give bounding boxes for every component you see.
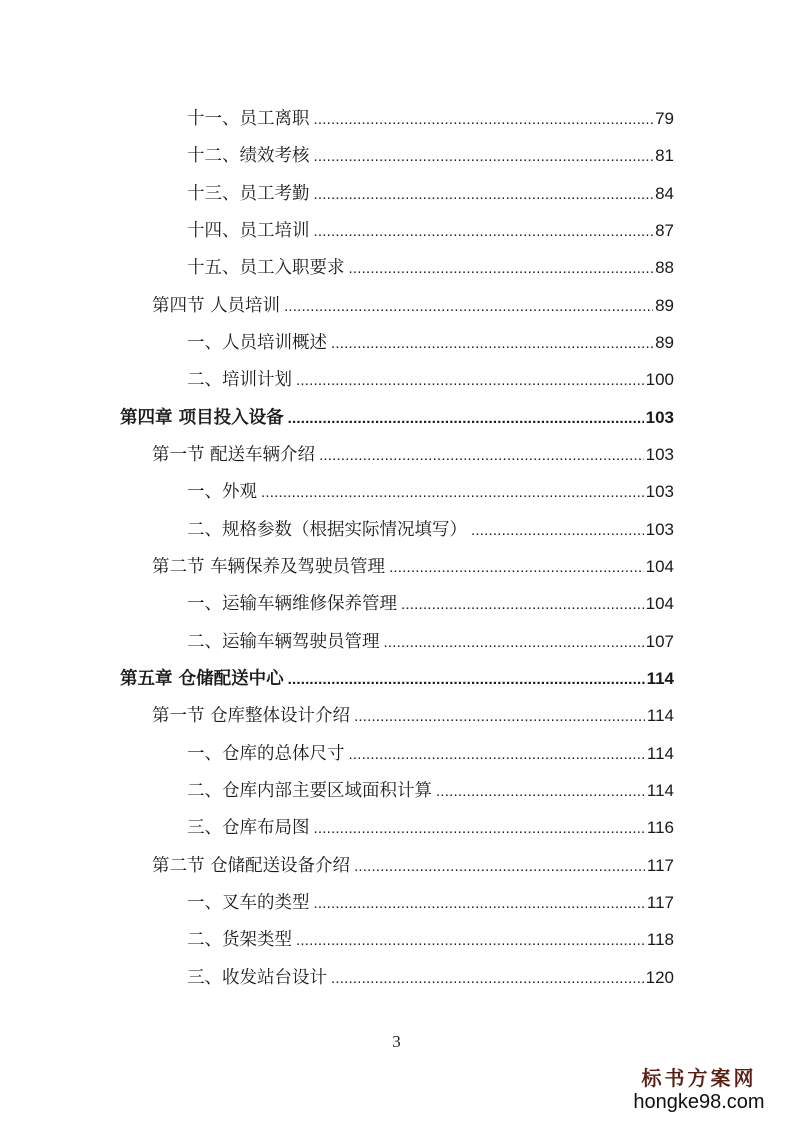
toc-entry[interactable] — [152, 293, 674, 319]
toc-entry-page: 116 — [646, 818, 674, 837]
toc-entry[interactable] — [187, 330, 674, 356]
dot-leader — [319, 444, 644, 468]
toc-entry-label: 第二节 仓储配送设备介绍 — [152, 856, 351, 876]
toc-entry-label: 二、货架类型 — [187, 930, 292, 950]
toc-entry[interactable] — [152, 853, 674, 879]
toc-entry-page: 117 — [646, 856, 674, 875]
toc-entry-label: 一、叉车的类型 — [187, 893, 310, 913]
dot-leader — [354, 705, 645, 729]
watermark-title: 标书方案网 — [641, 1066, 757, 1090]
dot-leader — [331, 967, 644, 991]
toc-entry-label: 三、收发站台设计 — [187, 968, 327, 988]
toc-entry-page: 104 — [645, 594, 674, 613]
toc-entry-page: 103 — [645, 445, 674, 464]
toc-entry-label: 二、运输车辆驾驶员管理 — [187, 632, 380, 652]
toc-entry-label: 第五章 仓储配送中心 — [120, 669, 284, 689]
toc-entry-label: 一、仓库的总体尺寸 — [187, 744, 345, 764]
dot-leader — [471, 519, 644, 543]
toc-entry[interactable] — [187, 181, 674, 207]
toc-entry[interactable] — [152, 554, 674, 580]
toc-entry-page: 104 — [645, 557, 674, 576]
toc-entry-page: 114 — [646, 669, 674, 688]
toc-entry-page: 89 — [655, 296, 674, 315]
toc-entry[interactable] — [187, 367, 674, 393]
toc-entry-page: 89 — [655, 333, 674, 352]
toc-entry-page: 84 — [655, 184, 674, 203]
toc-entry-label: 三、仓库布局图 — [187, 818, 310, 838]
watermark-logo — [619, 1066, 779, 1114]
dot-leader — [288, 407, 644, 431]
toc-entry[interactable] — [187, 106, 674, 132]
watermark-url: hongke98.com — [633, 1091, 765, 1113]
toc-entry-page: 79 — [655, 109, 674, 128]
toc-entry-page: 103 — [645, 482, 674, 501]
toc-entry[interactable] — [152, 442, 674, 468]
toc-entry-label: 第一节 仓库整体设计介绍 — [152, 706, 351, 726]
toc-entry-page: 100 — [645, 370, 674, 389]
dot-leader — [384, 631, 644, 655]
dot-leader — [288, 668, 645, 692]
toc-entry[interactable] — [187, 591, 674, 617]
toc-entry-label: 第四节 人员培训 — [152, 296, 281, 316]
toc-entry[interactable] — [187, 629, 674, 655]
toc-entry-label: 一、运输车辆维修保养管理 — [187, 594, 397, 614]
toc-entry[interactable] — [187, 143, 674, 169]
dot-leader — [354, 855, 645, 879]
dot-leader — [261, 481, 644, 505]
dot-leader — [314, 108, 654, 132]
toc-entry-page: 103 — [645, 408, 674, 427]
toc-entry[interactable] — [120, 405, 674, 431]
dot-leader — [284, 295, 653, 319]
toc-entry[interactable] — [187, 218, 674, 244]
toc-entry[interactable] — [187, 479, 674, 505]
dot-leader — [349, 743, 645, 767]
toc-entry[interactable] — [187, 890, 674, 916]
dot-leader — [314, 817, 645, 841]
toc-entry-label: 十一、员工离职 — [187, 109, 310, 129]
toc-entry-page: 114 — [646, 781, 674, 800]
toc-entry[interactable] — [152, 703, 674, 729]
toc-entry-page: 114 — [646, 706, 674, 725]
toc-entry-label: 十五、员工入职要求 — [187, 258, 345, 278]
toc-entry-label: 二、仓库内部主要区域面积计算 — [187, 781, 432, 801]
toc-entry-page: 117 — [646, 893, 674, 912]
dot-leader — [314, 892, 645, 916]
dot-leader — [296, 929, 645, 953]
toc-entry-label: 第二节 车辆保养及驾驶员管理 — [152, 557, 386, 577]
toc-entry[interactable] — [187, 517, 674, 543]
toc-entry[interactable] — [187, 965, 674, 991]
toc-entry-label: 二、培训计划 — [187, 370, 292, 390]
dot-leader — [296, 369, 644, 393]
toc-entry-label: 十二、绩效考核 — [187, 146, 310, 166]
toc-entry[interactable] — [187, 255, 674, 281]
dot-leader — [401, 593, 644, 617]
toc-entry-page: 107 — [645, 632, 674, 651]
toc-entry[interactable] — [120, 666, 674, 692]
toc-entry[interactable] — [187, 778, 674, 804]
toc-entry-label: 一、人员培训概述 — [187, 333, 327, 353]
toc-entry-page: 87 — [655, 221, 674, 240]
dot-leader — [331, 332, 653, 356]
toc-entry[interactable] — [187, 927, 674, 953]
dot-leader — [314, 145, 654, 169]
dot-leader — [436, 780, 645, 804]
toc-entry-page: 103 — [645, 520, 674, 539]
page-number: 3 — [392, 1032, 401, 1051]
toc-entry-page: 81 — [655, 146, 674, 165]
dot-leader — [314, 183, 654, 207]
toc-entry[interactable] — [187, 741, 674, 767]
dot-leader — [349, 257, 654, 281]
toc-entry-page: 118 — [646, 930, 674, 949]
toc-entry-label: 一、外观 — [187, 482, 257, 502]
toc-entry-label: 十四、员工培训 — [187, 221, 310, 241]
toc-entry-page: 88 — [655, 258, 674, 277]
toc-entry[interactable] — [187, 815, 674, 841]
dot-leader — [314, 220, 654, 244]
toc-entry-page: 120 — [645, 968, 674, 987]
toc-entry-label: 二、规格参数（根据实际情况填写） — [187, 520, 467, 540]
dot-leader — [389, 556, 644, 580]
toc-entry-label: 第四章 项目投入设备 — [120, 408, 284, 428]
toc-entry-label: 十三、员工考勤 — [187, 184, 310, 204]
toc-entry-label: 第一节 配送车辆介绍 — [152, 445, 316, 465]
toc-entry-page: 114 — [646, 744, 674, 763]
